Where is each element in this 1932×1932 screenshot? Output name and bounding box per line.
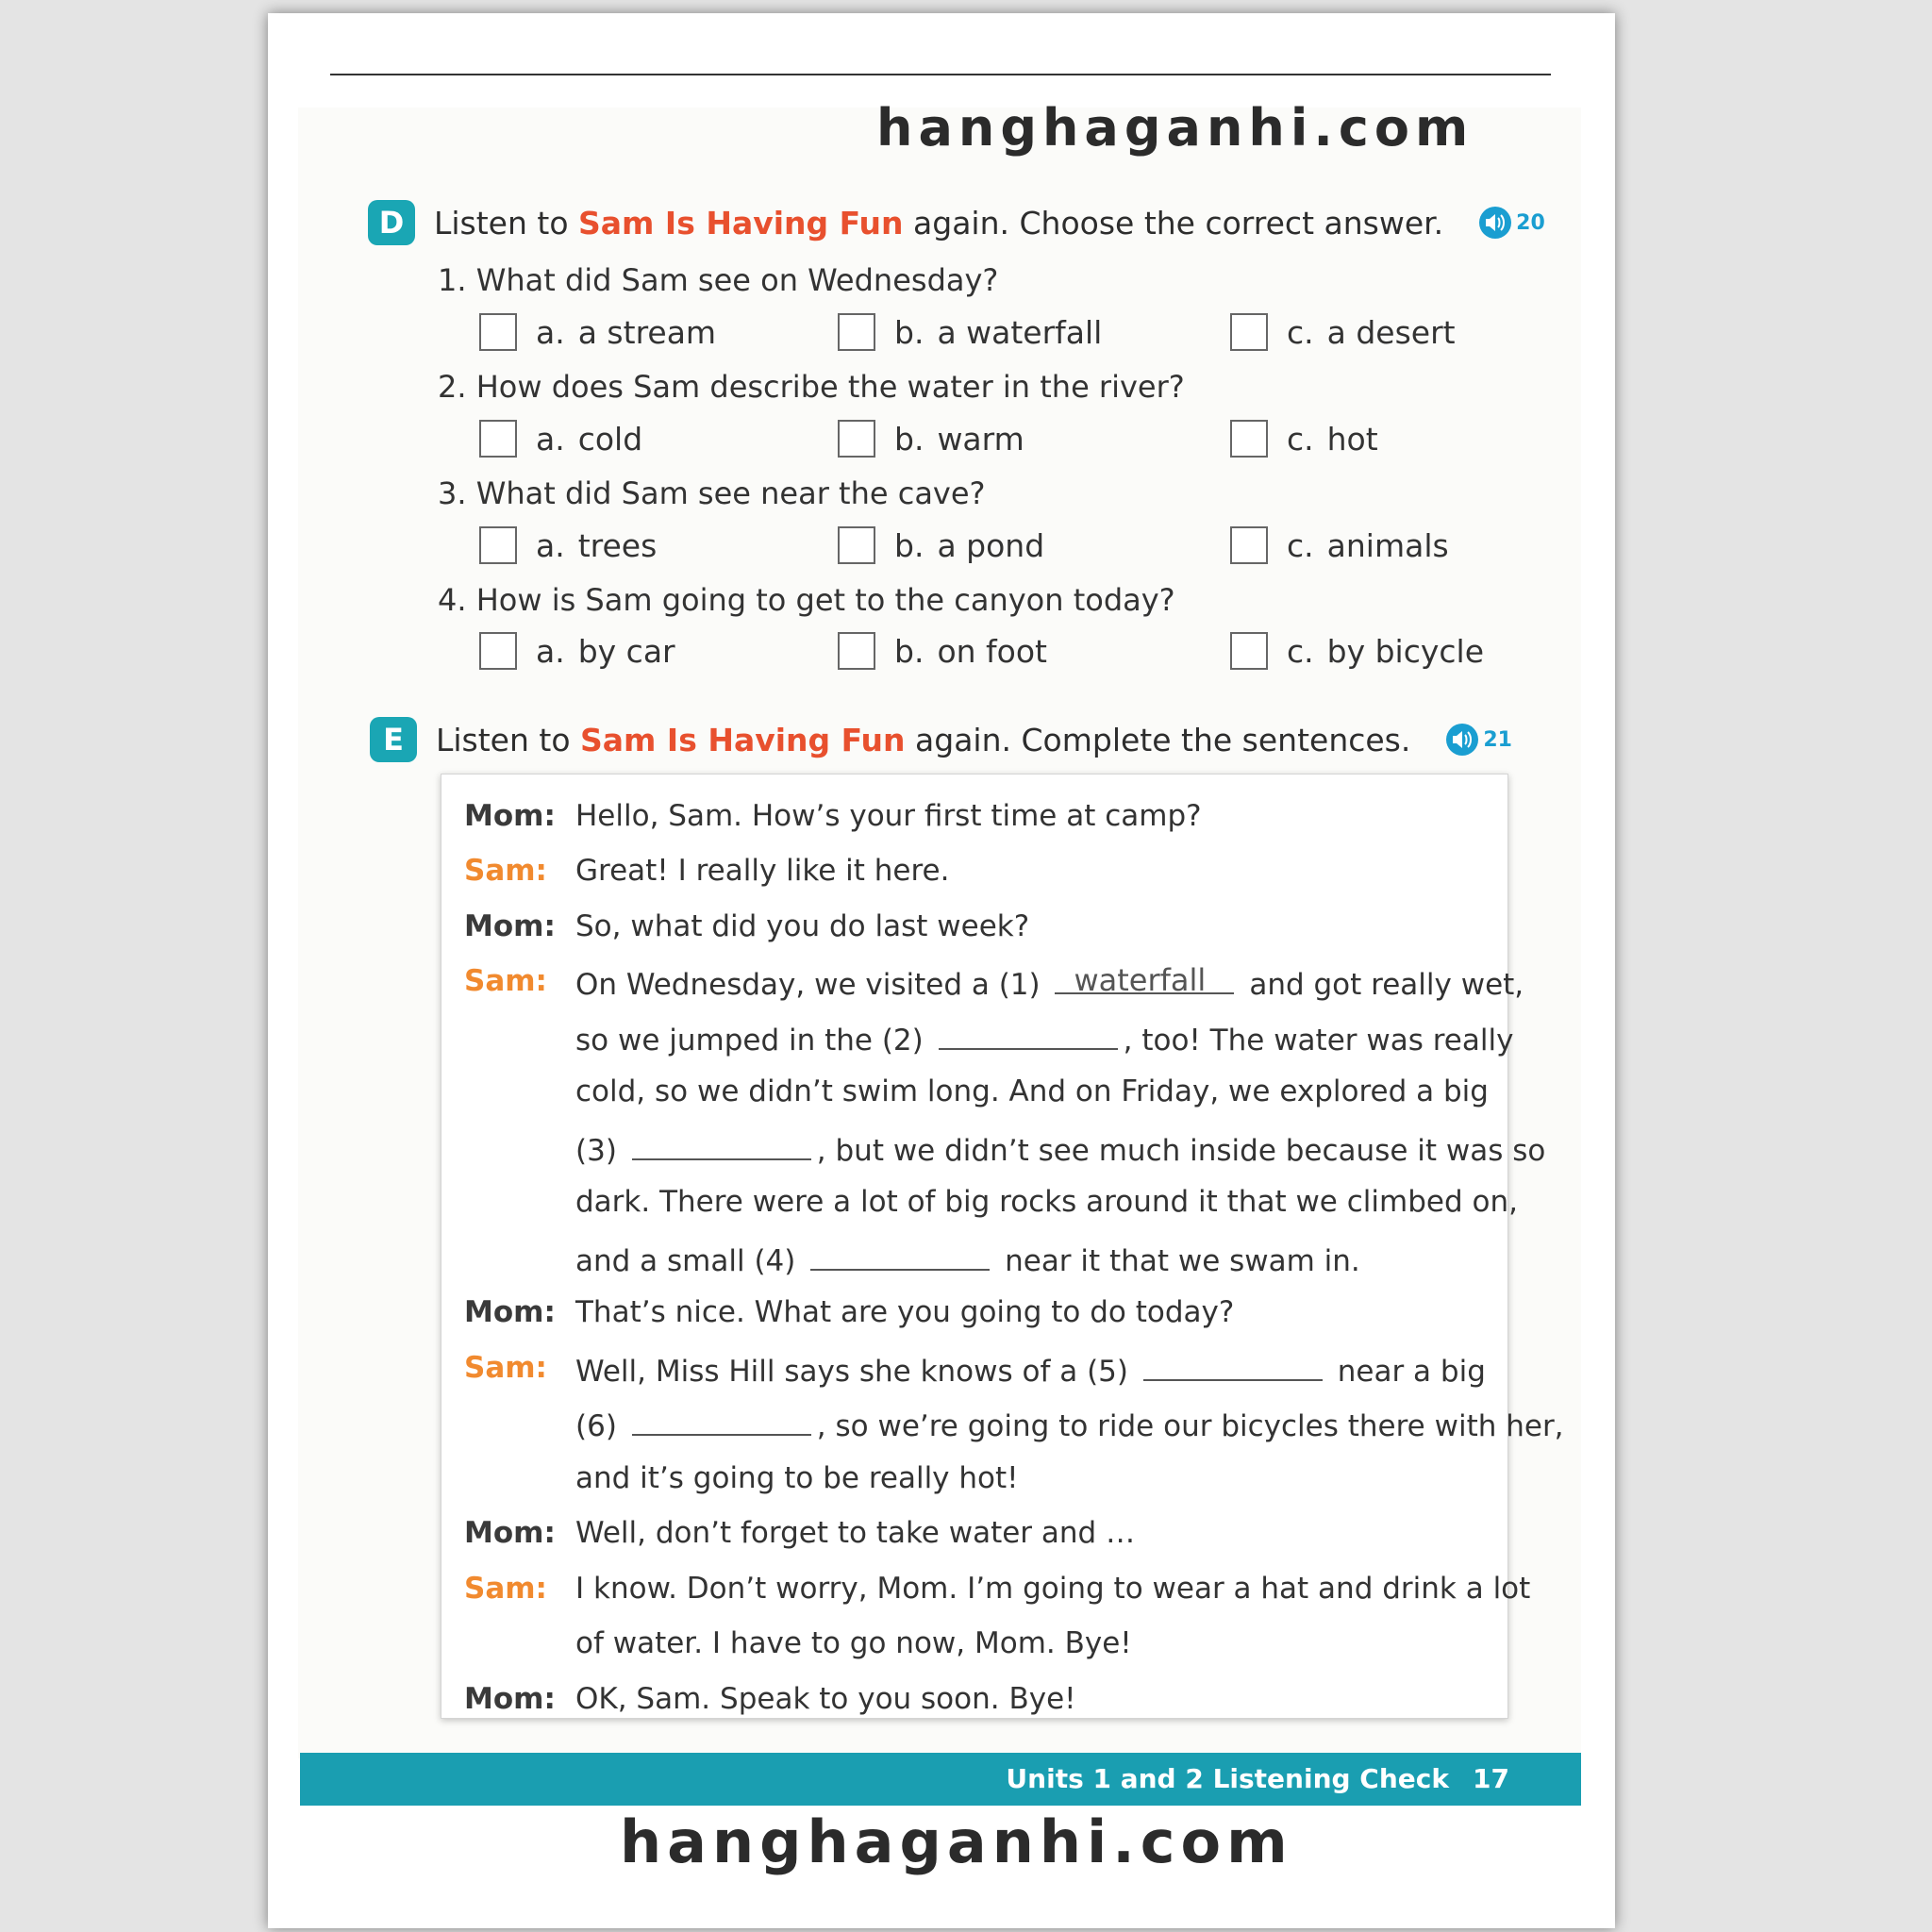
checkbox[interactable] [1230,632,1268,670]
q4-option-a[interactable]: a. by car [479,632,675,670]
dialog-line: So, what did you do last week? [575,909,1030,943]
footer-bar [300,1753,1581,1806]
section-d-header [368,200,1545,245]
question-4: 4. How is Sam going to get to the canyon today? [438,582,1175,618]
blank-4[interactable] [810,1241,990,1271]
checkbox[interactable] [838,526,875,564]
q1-option-a[interactable]: a. a stream [479,313,716,351]
speaker-icon [1446,724,1478,756]
story-title: Sam Is Having Fun [580,721,906,758]
checkbox[interactable] [838,313,875,351]
question-1: 1. What did Sam see on Wednesday? [438,262,999,298]
dialog-line: I know. Don’t worry, Mom. I’m going to wear a hat and drink a lot [575,1572,1531,1606]
dialog-line: Well, don’t forget to take water and … [575,1516,1136,1550]
dialog-line: That’s nice. What are you going to do today? [575,1295,1235,1329]
answer-example: waterfall [1074,962,1207,998]
q1-option-c[interactable]: c. a desert [1230,313,1456,351]
speaker-mom: Mom: [464,1516,556,1550]
speaker-mom: Mom: [464,799,556,833]
checkbox[interactable] [479,632,517,670]
checkbox[interactable] [838,420,875,458]
section-d-badge: D [368,200,415,245]
section-e-instruction: Listen to Sam Is Having Fun again. Complete the sentences. [436,721,1411,758]
page-number: 17 [1473,1763,1509,1794]
speaker-sam: Sam: [464,854,547,888]
dialog-box [441,774,1564,1719]
dialog-line: OK, Sam. Speak to you soon. Bye! [575,1682,1076,1716]
question-3: 3. What did Sam see near the cave? [438,475,986,511]
checkbox[interactable] [479,420,517,458]
dialog-line: (6) , so we’re going to ride our bicycles there with her, [575,1406,1564,1443]
section-e-badge: E [370,717,417,762]
speaker-mom: Mom: [464,1682,556,1716]
blank-6[interactable] [632,1406,811,1436]
q2-option-c[interactable]: c. hot [1230,420,1378,458]
q2-option-b[interactable]: b. warm [838,420,1024,458]
checkbox[interactable] [479,313,517,351]
speaker-icon [1479,207,1511,239]
story-title: Sam Is Having Fun [578,204,904,242]
q3-option-a[interactable]: a. trees [479,526,657,564]
blank-1[interactable] [1055,962,1234,998]
dialog-line: Great! I really like it here. [575,854,950,888]
blank-5[interactable] [1143,1351,1323,1381]
dialog-line: so we jumped in the (2) , too! The water was really [575,1020,1513,1058]
audio-track-20[interactable]: 20 [1479,207,1545,239]
workbook-page [268,13,1615,1928]
dialog-line: Hello, Sam. How’s your first time at camp? [575,799,1202,833]
dialog-line: Well, Miss Hill says she knows of a (5) near a big [575,1351,1486,1389]
checkbox[interactable] [838,632,875,670]
q1-option-b[interactable]: b. a waterfall [838,313,1102,351]
dialog-line: dark. There were a lot of big rocks around it that we climbed on, [575,1185,1518,1219]
audio-track-21[interactable]: 21 [1446,724,1512,756]
dialog-line: cold, so we didn’t swim long. And on Friday, we explored a big [575,1074,1489,1108]
checkbox[interactable] [1230,420,1268,458]
dialog-line: On Wednesday, we visited a (1) waterfall and got really wet, [575,962,1524,1002]
checkbox[interactable] [1230,526,1268,564]
speaker-sam: Sam: [464,1351,547,1385]
blank-2[interactable] [939,1020,1118,1050]
speaker-sam: Sam: [464,964,547,998]
q2-option-a[interactable]: a. cold [479,420,642,458]
q4-option-c[interactable]: c. by bicycle [1230,632,1484,670]
q3-option-c[interactable]: c. animals [1230,526,1449,564]
dialog-line: and a small (4) near it that we swam in. [575,1241,1360,1278]
watermark-top: hanghaganhi.com [876,98,1474,158]
speaker-mom: Mom: [464,1295,556,1329]
checkbox[interactable] [1230,313,1268,351]
speaker-sam: Sam: [464,1572,547,1606]
dialog-line: of water. I have to go now, Mom. Bye! [575,1626,1132,1660]
section-e-header [370,717,1512,762]
blank-3[interactable] [632,1130,811,1160]
q4-option-b[interactable]: b. on foot [838,632,1047,670]
section-d-instruction: Listen to Sam Is Having Fun again. Choose the correct answer. [434,204,1444,242]
top-rule [330,74,1551,75]
watermark-bottom: hanghaganhi.com [620,1807,1293,1876]
q3-option-b[interactable]: b. a pond [838,526,1044,564]
dialog-line: (3) , but we didn’t see much inside because it was so [575,1130,1545,1168]
footer-title: Units 1 and 2 Listening Check [1006,1763,1449,1794]
dialog-line: and it’s going to be really hot! [575,1461,1019,1495]
speaker-mom: Mom: [464,909,556,943]
checkbox[interactable] [479,526,517,564]
question-2: 2. How does Sam describe the water in the river? [438,369,1185,405]
